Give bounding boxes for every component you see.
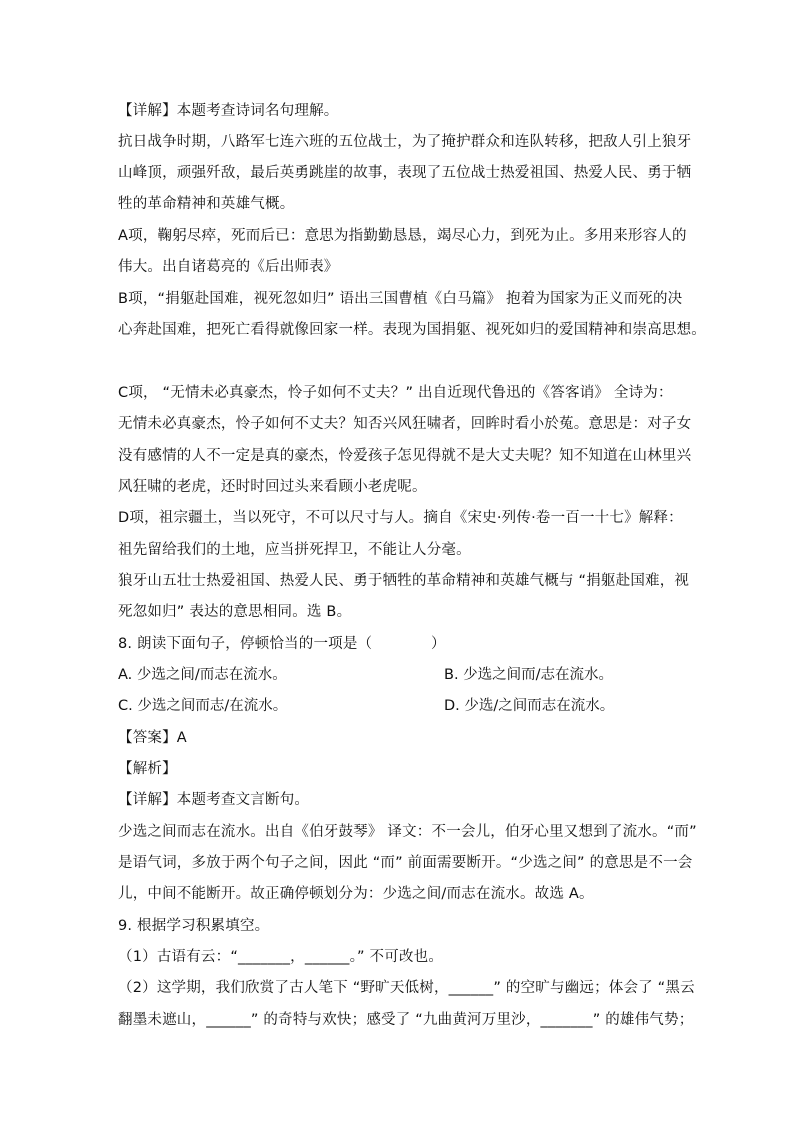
option-c: C. 少选之间而志/在流水。 (118, 698, 288, 714)
paragraph-line: 心奔赴国难，把死亡看得就像回家一样。表现为国捐躯、视死如归的爱国精神和崇高思想。 (118, 322, 706, 338)
paragraph-line: 少选之间而志在流水。出自《伯牙鼓琴》 译文：不一会儿，伯牙心里又想到了流水。“而” (118, 824, 697, 840)
question-8: 8. 朗读下面句子，停顿恰当的一项是（ ） (118, 636, 446, 652)
fill-blank-2: （2）这学期，我们欣赏了古人笔下 “野旷天低树，______” 的空旷与幽远；体会了 “黑云 (118, 980, 695, 996)
heading-detail-2: 【详解】本题考查文言断句。 (118, 792, 310, 808)
option-d: D. 少选/之间而志在流水。 (444, 698, 615, 714)
paragraph-line: 风狂啸的老虎，还时时回过头来看顾小老虎呢。 (118, 479, 427, 495)
paragraph-line: 没有感情的人不一定是真的豪杰，怜爱孩子怎见得就不是大丈夫呢？知不知道在山林里兴 (118, 448, 692, 464)
paragraph-line: 山峰顶，顽强歼敌，最后英勇跳崖的故事，表现了五位战士热爱祖国、热爱人民、勇于牺 (118, 165, 692, 181)
paragraph-line: 是语气词，多放于两个句子之间，因此 “而” 前面需要断开。“少选之间” 的意思是不一会 (118, 855, 693, 871)
paragraph-line: C项， “无情未必真豪杰，怜子如何不丈夫？” 出自近现代鲁迅的《答客诮》 全诗为： (118, 385, 673, 401)
paragraph-line: D项，祖宗疆土，当以死守，不可以尺寸与人。摘自《宋史·列传·卷一百一十七》解释： (118, 510, 683, 526)
paragraph-line: 牲的革命精神和英雄气概。 (118, 196, 295, 212)
heading-detail-1: 【详解】本题考查诗词名句理解。 (118, 103, 339, 119)
answer-label: 【答案】A (118, 730, 187, 746)
paragraph-line: 狼牙山五壮士热爱祖国、热爱人民、勇于牺牲的革命精神和英雄气概与 “捐躯赴国难，视 (118, 573, 690, 589)
fill-blank-1: （1）古语有云：“_______，______。” 不可改也。 (118, 949, 444, 965)
paragraph-line: A项，鞠躬尽瘁，死而后已：意思为指勤勤恳恳，竭尽心力，到死为止。多用来形容人的 (118, 228, 687, 244)
paragraph-line: 祖先留给我们的土地，应当拼死捍卫，不能让人分毫。 (118, 542, 471, 558)
analysis-label: 【解析】 (118, 761, 177, 777)
paragraph-line: 死忽如归” 表达的意思相同。选 B。 (118, 604, 352, 620)
paragraph-line: 抗日战争时期，八路军七连六班的五位战士，为了掩护群众和连队转移，把敌人引上狼牙 (118, 134, 692, 150)
paragraph-line: 无情未必真豪杰，怜子如何不丈夫？知否兴风狂啸者，回眸时看小於菟。意思是：对子女 (118, 416, 692, 432)
option-b: B. 少选之间而/志在流水。 (444, 667, 614, 683)
paragraph-line: B项，“捐躯赴国难，视死忽如归” 语出三国曹植《白马篇》 抱着为国家为正义而死的决 (118, 291, 683, 307)
question-9: 9. 根据学习积累填空。 (118, 918, 270, 934)
option-a: A. 少选之间/而志在流水。 (118, 667, 287, 683)
paragraph-line: 伟大。出自诸葛亮的《后出师表》 (118, 259, 339, 275)
fill-blank-2-cont: 翻墨未遮山，______” 的奇特与欢快；感受了 “九曲黄河万里沙，_______” 的雄伟气势； (118, 1012, 694, 1028)
paragraph-line: 儿，中间不能断开。故正确停顿划分为：少选之间/而志在流水。故选 A。 (118, 886, 594, 902)
